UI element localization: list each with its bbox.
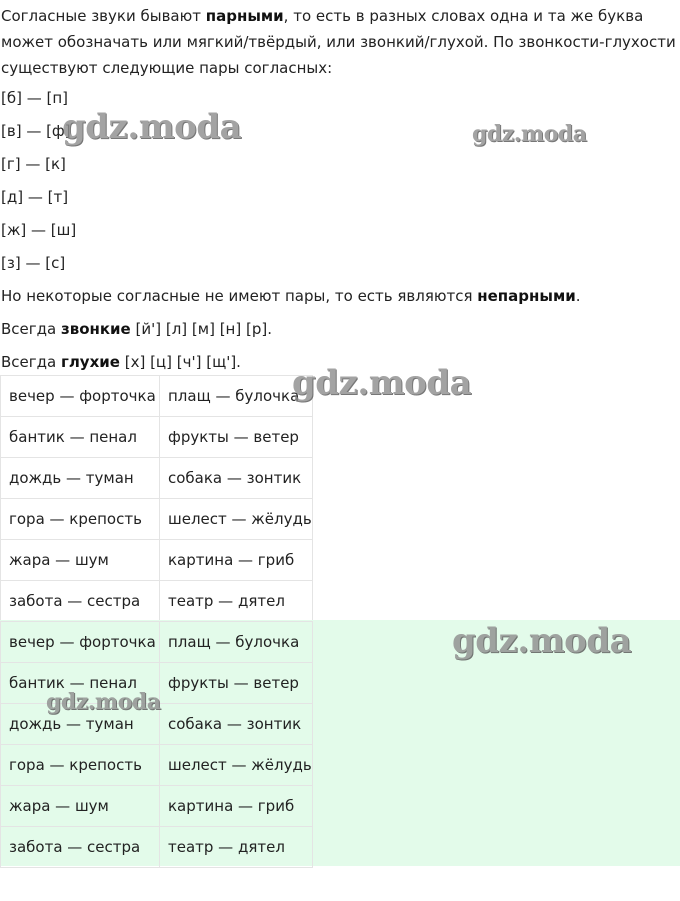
table-cell: жара — шум: [1, 786, 160, 827]
pair-d-t: [д] — [т]: [1, 188, 69, 206]
table-row: [1, 622, 313, 663]
table-row: [1, 458, 313, 499]
pair-zh-sh: [ж] — [ш]: [1, 221, 77, 239]
table-cell: дождь — туман: [1, 458, 160, 499]
voiceless-bold-term: глухие: [60, 353, 120, 371]
table-cell: дождь — туман: [1, 704, 160, 745]
word-pairs-table-highlighted: [0, 621, 313, 868]
table-cell: плащ — булочка: [160, 622, 313, 663]
table-cell: жара — шум: [1, 540, 160, 581]
table-cell: театр — дятел: [160, 827, 313, 868]
table-cell: собака — зонтик: [160, 458, 313, 499]
table-cell: фрукты — ветер: [160, 663, 313, 704]
unpaired-bold-term: непарными: [477, 287, 576, 305]
voiceless-prefix: Всегда: [1, 353, 61, 371]
unpaired-text-start: Но некоторые согласные не имеют пары, то есть являются: [1, 287, 478, 305]
watermark: gdz.moda: [472, 121, 587, 147]
pair-z-s: [з] — [с]: [1, 254, 66, 272]
table-row: [1, 827, 313, 868]
watermark: gdz.moda: [46, 689, 161, 715]
table-cell: картина — гриб: [160, 786, 313, 827]
voiced-sounds: [й'] [л] [м] [н] [р].: [130, 320, 272, 338]
table-cell: картина — гриб: [160, 540, 313, 581]
table-cell: вечер — форточка: [1, 376, 160, 417]
table-cell: забота — сестра: [1, 827, 160, 868]
table-cell: театр — дятел: [160, 581, 313, 622]
pair-v-f: [в] — [ф]: [1, 122, 71, 140]
watermark: gdz.moda: [292, 363, 472, 403]
table-cell: бантик — пенал: [1, 417, 160, 458]
table-cell: шелест — жёлудь: [160, 745, 313, 786]
intro-text-start: Согласные звуки бывают: [1, 7, 206, 25]
word-pairs-table: [0, 375, 313, 622]
pair-g-k: [г] — [к]: [1, 155, 66, 173]
intro-bold-term: парными: [205, 7, 284, 25]
table-cell: гора — крепость: [1, 745, 160, 786]
unpaired-text-end: .: [575, 287, 581, 305]
pair-b-p: [б] — [п]: [1, 89, 69, 107]
table-row: [1, 786, 313, 827]
voiced-bold-term: звонкие: [60, 320, 131, 338]
table-cell: плащ — булочка: [160, 376, 313, 417]
intro-paragraph: [1, 3, 676, 81]
table-cell: бантик — пенал: [1, 663, 160, 704]
table-row: [1, 745, 313, 786]
table-row: [1, 540, 313, 581]
table-row: [1, 581, 313, 622]
watermark: gdz.moda: [452, 621, 632, 661]
watermark: gdz.moda: [62, 107, 242, 147]
table-row: [1, 499, 313, 540]
intro-text-end: , то есть в разных словах одна и та же буква может обозначать или мягкий/твёрдый, или звонкий/глухой. По звонкости-глухости существуют следующие пары согласных:: [1, 7, 676, 77]
table-cell: забота — сестра: [1, 581, 160, 622]
table-cell: фрукты — ветер: [160, 417, 313, 458]
unpaired-paragraph: [1, 286, 581, 306]
table-cell: собака — зонтик: [160, 704, 313, 745]
voiced-prefix: Всегда: [1, 320, 61, 338]
voiced-line: [1, 319, 272, 339]
table-row: [1, 376, 313, 417]
table-cell: вечер — форточка: [1, 622, 160, 663]
voiceless-line: [1, 352, 241, 372]
table-cell: шелест — жёлудь: [160, 499, 313, 540]
voiceless-sounds: [х] [ц] [ч'] [щ'].: [119, 353, 241, 371]
table-row: [1, 417, 313, 458]
table-cell: гора — крепость: [1, 499, 160, 540]
